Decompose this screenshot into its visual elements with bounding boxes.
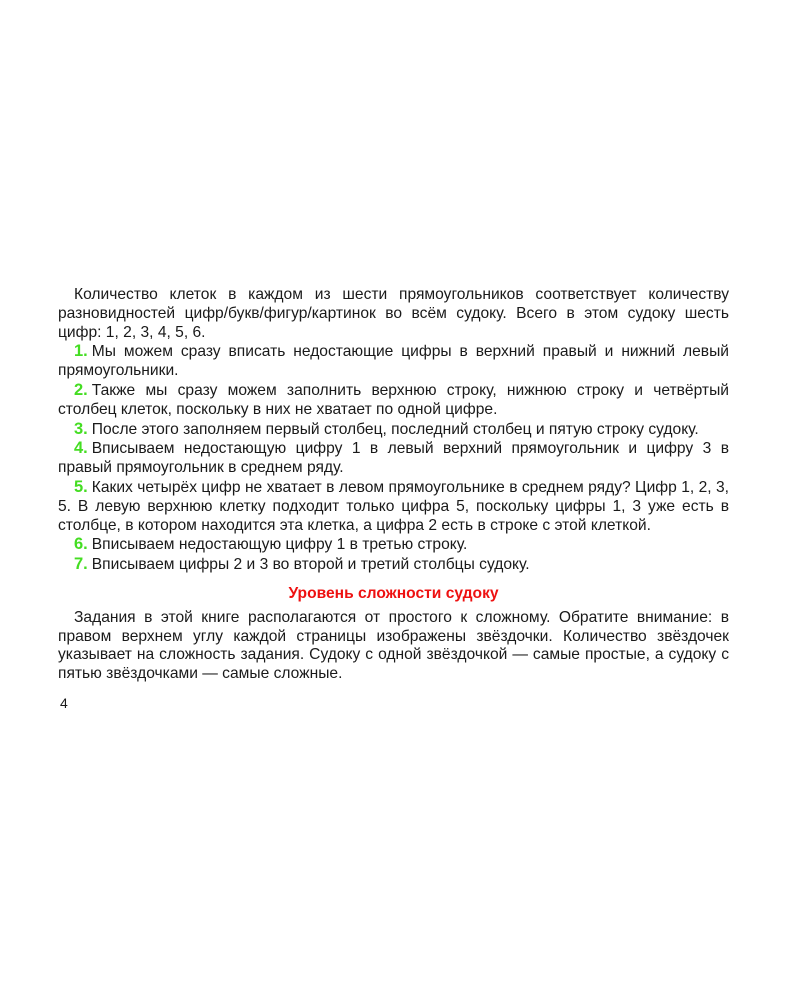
step-item <box>58 535 729 555</box>
page-body <box>58 286 729 684</box>
step-text: Мы можем сразу вписать недостающие цифры в верхний правый и нижний левый прямоугольники. <box>58 343 729 380</box>
difficulty-paragraph: Задания в этой книге располагаются от простого к сложному. Обратите внимание: в правом верхнем углу каждой страницы изображены звёздочки. Количество звёздочек указывает на сложность задания. Судоку с одной звёздочкой — самые простые, а судоку с пятью звёздочками — самые сложные. <box>58 608 729 683</box>
step-number: 7. <box>74 555 88 574</box>
section-heading: Уровень сложности судоку <box>288 584 499 602</box>
step-item <box>58 420 729 440</box>
step-item <box>58 381 729 420</box>
step-text: Вписываем недостающую цифру 1 в левый верхний прямоугольник и цифру 3 в правый прямоугольник в среднем ряду. <box>58 440 729 477</box>
step-text: Вписываем цифры 2 и 3 во второй и третий столбцы судоку. <box>91 556 530 574</box>
step-text: После этого заполняем первый столбец, последний столбец и пятую строку судоку. <box>91 420 699 438</box>
step-item <box>58 555 729 575</box>
step-text: Также мы сразу можем заполнить верхнюю строку, нижнюю строку и четвёртый столбец клеток, поскольку в них не хватает по одной цифре. <box>58 381 729 418</box>
step-item <box>58 478 729 535</box>
step-number: 1. <box>74 342 88 361</box>
step-number: 4. <box>74 439 88 458</box>
step-item <box>58 342 729 381</box>
step-text: Каких четырёх цифр не хватает в левом прямоугольнике в среднем ряду? Цифр 1, 2, 3, 5. В левую верхнюю клетку подходит только цифра 5, поскольку цифры 1, 3 уже есть в столбце, в котором находится эта клетка, а цифра 2 есть в строке с этой клеткой. <box>58 478 729 534</box>
step-text: Вписываем недостающую цифру 1 в третью строку. <box>91 536 468 554</box>
step-number: 2. <box>74 380 88 399</box>
step-number: 5. <box>74 477 88 496</box>
page-number: 4 <box>60 695 68 711</box>
step-item <box>58 439 729 478</box>
step-number: 3. <box>74 419 88 438</box>
step-number: 6. <box>74 535 88 554</box>
intro-paragraph: Количество клеток в каждом из шести прямоугольников соответствует количеству разновидностей цифр/букв/фигур/картинок во всём судоку. Всего в этом судоку шесть цифр: 1, 2, 3, 4, 5, 6. <box>58 286 729 341</box>
